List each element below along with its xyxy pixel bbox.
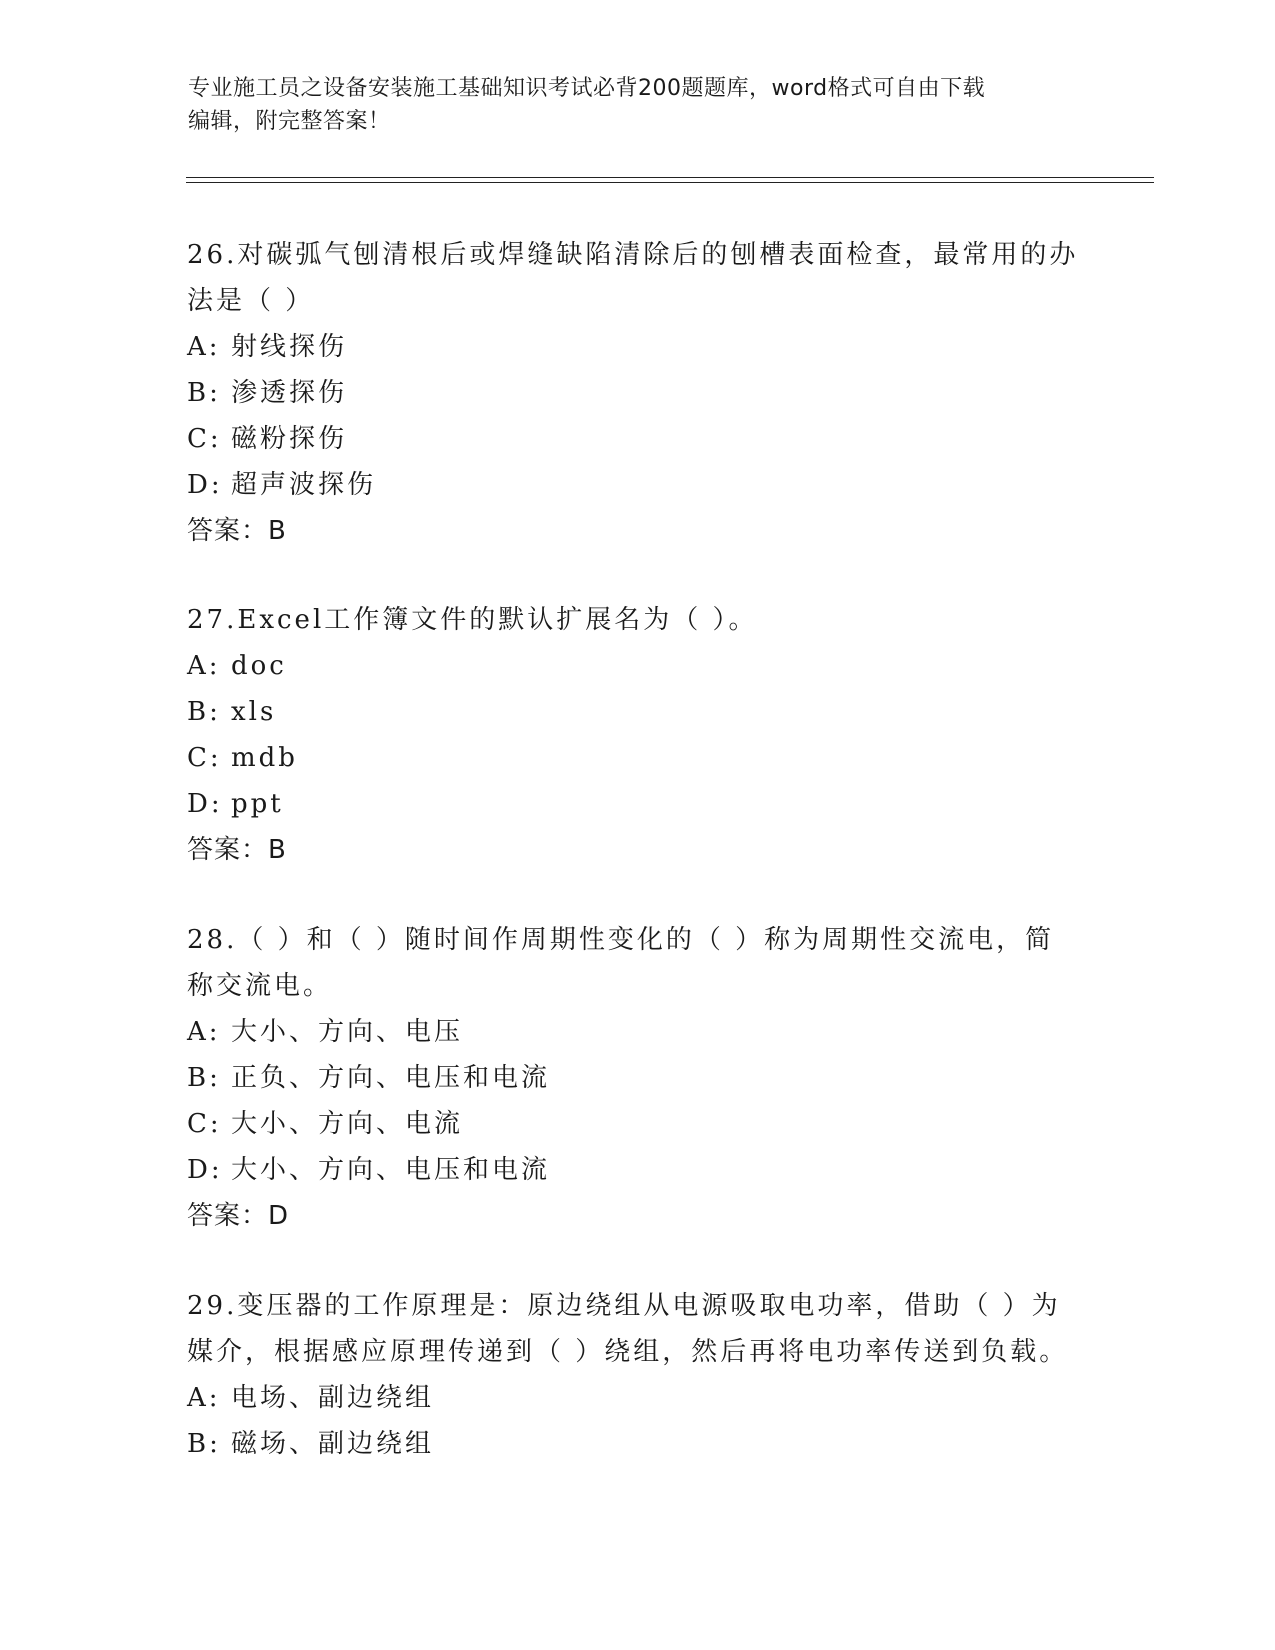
option-b <box>187 1055 1087 1101</box>
option-letter: B: <box>187 378 221 408</box>
option-letter: A: <box>187 1383 221 1413</box>
option-a <box>187 1009 1087 1055</box>
option-text: 磁场、副边绕组 <box>231 1429 435 1459</box>
question-text-line-1: 26.对碳弧气刨清根后或焊缝缺陷清除后的刨槽表面检查，最常用的办 <box>187 240 1079 270</box>
option-letter: A: <box>187 332 221 362</box>
option-letter: A: <box>187 651 221 681</box>
header-line-2: 编辑，附完整答案！ <box>188 109 391 134</box>
option-text: 大小、方向、电压 <box>231 1017 464 1047</box>
option-letter: A: <box>187 1017 221 1047</box>
option-a <box>187 643 1087 689</box>
question-28 <box>187 917 1087 1239</box>
option-text: 超声波探伤 <box>231 470 377 500</box>
option-d <box>187 781 1087 827</box>
option-letter: D: <box>187 789 223 819</box>
option-letter: C: <box>187 1109 222 1139</box>
option-letter: D: <box>187 470 223 500</box>
question-29 <box>187 1283 1087 1467</box>
option-letter: B: <box>187 1429 221 1459</box>
question-text-line-2: 媒介，根据感应原理传递到（ ）绕组，然后再将电功率传送到负载。 <box>187 1337 1069 1367</box>
option-letter: B: <box>187 697 221 727</box>
option-d <box>187 1147 1087 1193</box>
option-letter: B: <box>187 1063 221 1093</box>
option-letter: C: <box>187 424 222 454</box>
option-text: 渗透探伤 <box>231 378 348 408</box>
answer-label: 答案：B <box>187 516 287 546</box>
option-text: doc <box>231 651 287 681</box>
option-c <box>187 416 1087 462</box>
header-divider-top <box>186 177 1154 178</box>
answer-label: 答案：B <box>187 835 287 865</box>
option-a <box>187 324 1087 370</box>
question-text-line-2: 称交流电。 <box>187 971 333 1001</box>
question-text-line-1: 29.变压器的工作原理是：原边绕组从电源吸取电功率，借助（ ）为 <box>187 1291 1061 1321</box>
option-b <box>187 689 1087 735</box>
question-26 <box>187 232 1087 554</box>
option-text: 射线探伤 <box>231 332 348 362</box>
question-text-line-2: 法是（ ） <box>187 286 315 316</box>
option-text: mdb <box>231 743 298 773</box>
option-text: 大小、方向、电压和电流 <box>231 1155 551 1185</box>
option-b <box>187 370 1087 416</box>
option-letter: C: <box>187 743 222 773</box>
option-text: 磁粉探伤 <box>231 424 348 454</box>
option-b <box>187 1421 1087 1467</box>
option-text: ppt <box>231 789 284 819</box>
option-c <box>187 1101 1087 1147</box>
option-letter: D: <box>187 1155 223 1185</box>
option-text: xls <box>231 697 277 727</box>
answer-label: 答案：D <box>187 1201 290 1231</box>
option-text: 大小、方向、电流 <box>231 1109 464 1139</box>
question-text-line-1: 28.（ ）和（ ）随时间作周期性变化的（ ）称为周期性交流电，简 <box>187 925 1055 955</box>
option-text: 正负、方向、电压和电流 <box>231 1063 551 1093</box>
question-text-line-1: 27.Excel工作簿文件的默认扩展名为（ ）。 <box>187 605 758 635</box>
option-c <box>187 735 1087 781</box>
header-line-1: 专业施工员之设备安装施工基础知识考试必背200题题库，word格式可自由下载 <box>188 76 986 101</box>
header-divider-bottom <box>186 182 1154 183</box>
option-text: 电场、副边绕组 <box>231 1383 435 1413</box>
document-header <box>188 72 1068 138</box>
question-27 <box>187 597 1087 873</box>
option-a <box>187 1375 1087 1421</box>
option-d <box>187 462 1087 508</box>
